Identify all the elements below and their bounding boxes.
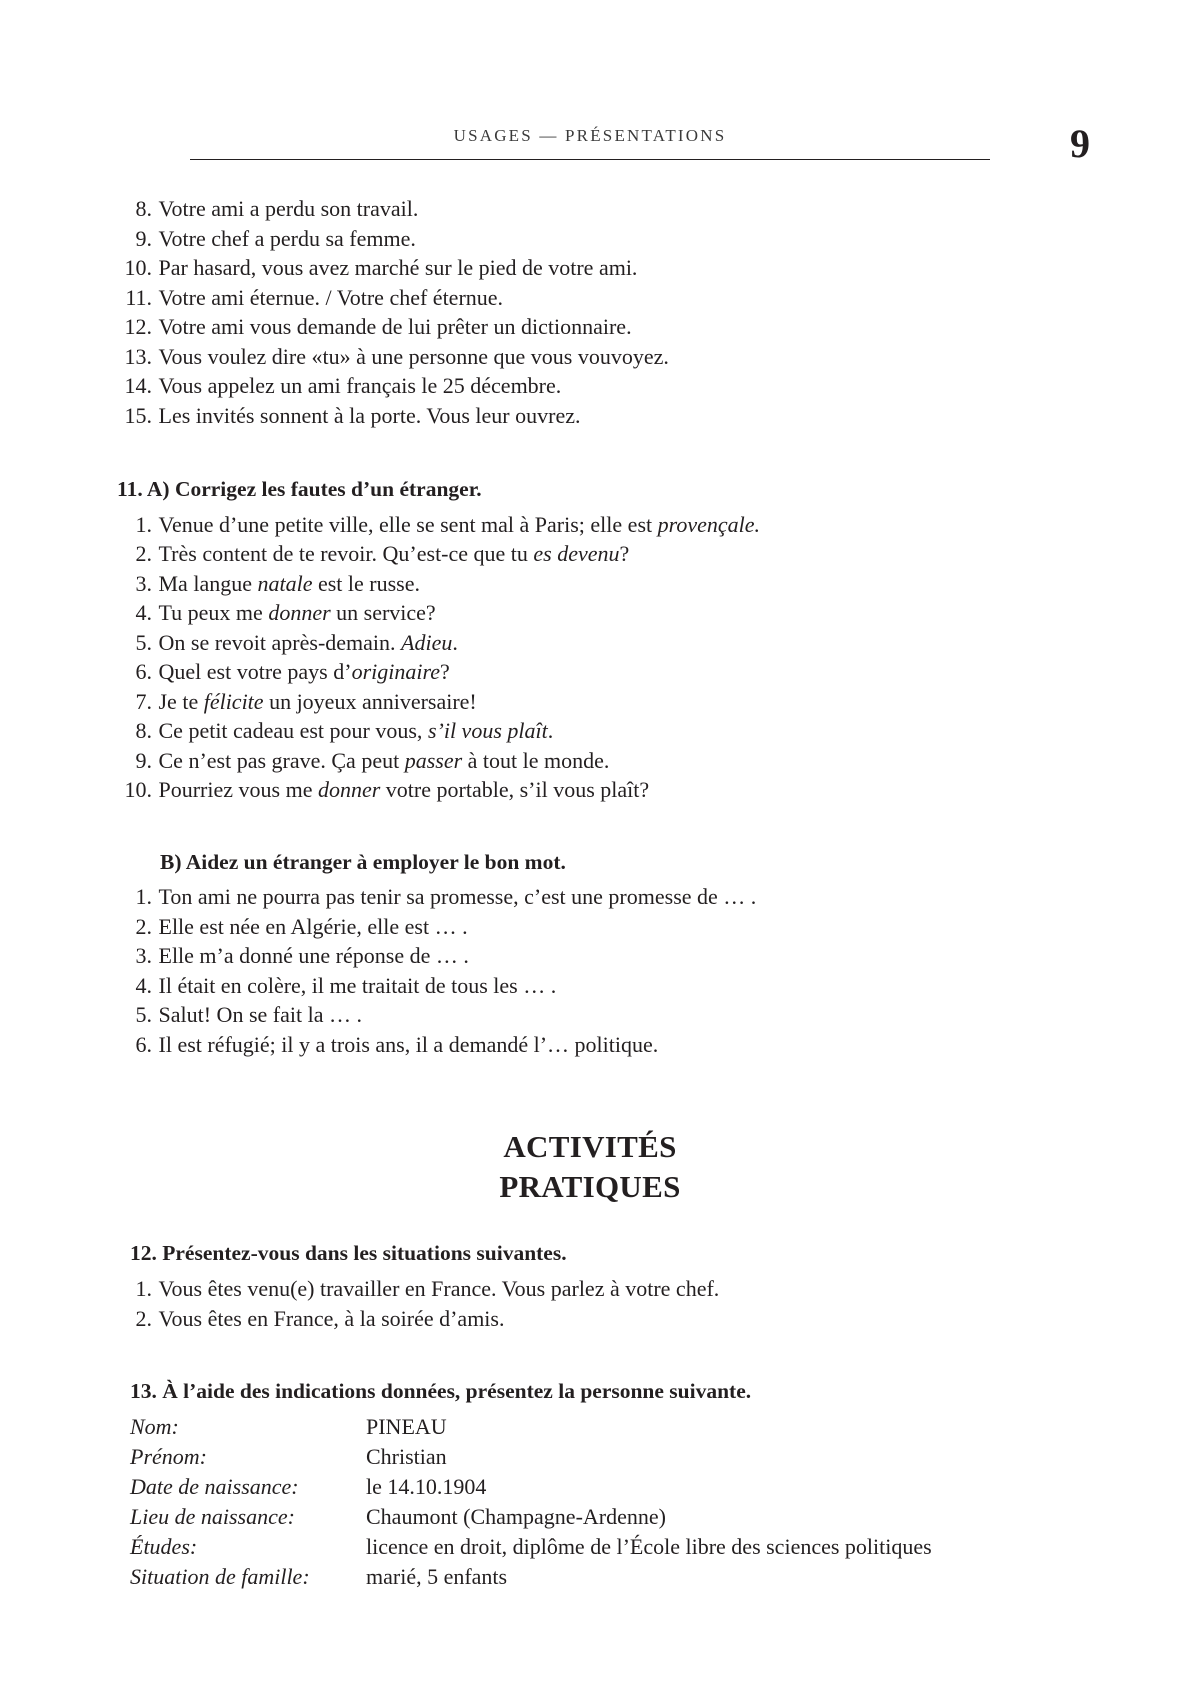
list-item: 7. Je te félicite un joyeux anniversaire! <box>135 689 477 714</box>
list-item: 9. Ce n’est pas grave. Ça peut passer à tout le monde. <box>135 748 610 773</box>
list-item: 10. Par hasard, vous avez marché sur le pied de votre ami. <box>124 255 638 280</box>
list-item: 6. Quel est votre pays d’originaire? <box>135 659 450 684</box>
field-value: licence en droit, diplôme de l’École libre des sciences politiques <box>366 1534 932 1559</box>
field-label: Prénom: <box>130 1444 207 1469</box>
list-item: 14. Vous appelez un ami français le 25 décembre. <box>124 373 562 398</box>
list-item: 1. Ton ami ne pourra pas tenir sa promesse, c’est une promesse de … . <box>135 884 757 909</box>
list-item: 4. Tu peux me donner un service? <box>135 600 436 625</box>
list-item: 5. On se revoit après-demain. Adieu. <box>135 630 458 655</box>
list-item: 2. Très content de te revoir. Qu’est-ce que tu es devenu? <box>135 541 630 566</box>
exercise-11-heading: 11. A) Corrigez les fautes d’un étranger. <box>117 477 482 501</box>
section-title-line2: PRATIQUES <box>499 1169 681 1204</box>
list-item: 8. Votre ami a perdu son travail. <box>135 196 419 221</box>
header-rule <box>190 159 990 160</box>
field-label: Études: <box>130 1534 198 1559</box>
list-item: 2. Elle est née en Algérie, elle est … . <box>135 914 468 939</box>
list-item: 11. Votre ami éternue. / Votre chef éternue. <box>125 285 504 310</box>
list-item: 1. Vous êtes venu(e) travailler en France. Vous parlez à votre chef. <box>135 1276 720 1301</box>
list-item: 3. Elle m’a donné une réponse de … . <box>135 943 469 968</box>
field-value: le 14.10.1904 <box>366 1474 487 1499</box>
field-value: Christian <box>366 1444 447 1469</box>
exercise-13-heading: 13. À l’aide des indications données, présentez la personne suivante. <box>130 1379 752 1403</box>
list-item: 9. Votre chef a perdu sa femme. <box>135 226 416 251</box>
list-item: 10. Pourriez vous me donner votre portable, s’il vous plaît? <box>124 777 650 802</box>
list-item: 13. Vous voulez dire «tu» à une personne que vous vouvoyez. <box>124 344 669 369</box>
list-item: 15. Les invités sonnent à la porte. Vous leur ouvrez. <box>124 403 581 428</box>
list-item: 4. Il était en colère, il me traitait de tous les … . <box>135 973 557 998</box>
section-title-line1: ACTIVITÉS <box>503 1129 677 1164</box>
field-label: Situation de famille: <box>130 1564 310 1589</box>
list-item: 2. Vous êtes en France, à la soirée d’amis. <box>135 1306 505 1331</box>
field-value: marié, 5 enfants <box>366 1564 508 1589</box>
exercise-11b-heading: B) Aidez un étranger à employer le bon mot. <box>160 850 566 874</box>
list-item: 6. Il est réfugié; il y a trois ans, il a demandé l’… politique. <box>135 1032 659 1057</box>
field-value: PINEAU <box>366 1414 447 1439</box>
list-item: 1. Venue d’une petite ville, elle se sent mal à Paris; elle est provençale. <box>135 512 761 537</box>
running-title: USAGES — PRÉSENTATIONS <box>453 126 727 145</box>
field-value: Chaumont (Champagne-Ardenne) <box>366 1504 666 1529</box>
field-label: Nom: <box>130 1414 179 1439</box>
page-number: 9 <box>1070 121 1090 166</box>
field-label: Lieu de naissance: <box>130 1504 295 1529</box>
field-label: Date de naissance: <box>130 1474 299 1499</box>
list-item: 3. Ma langue natale est le russe. <box>135 571 420 596</box>
list-item: 12. Votre ami vous demande de lui prêter un dictionnaire. <box>124 314 632 339</box>
exercise-12-heading: 12. Présentez-vous dans les situations suivantes. <box>130 1241 567 1265</box>
list-item: 8. Ce petit cadeau est pour vous, s’il vous plaît. <box>135 718 554 743</box>
list-item: 5. Salut! On se fait la … . <box>135 1002 362 1027</box>
